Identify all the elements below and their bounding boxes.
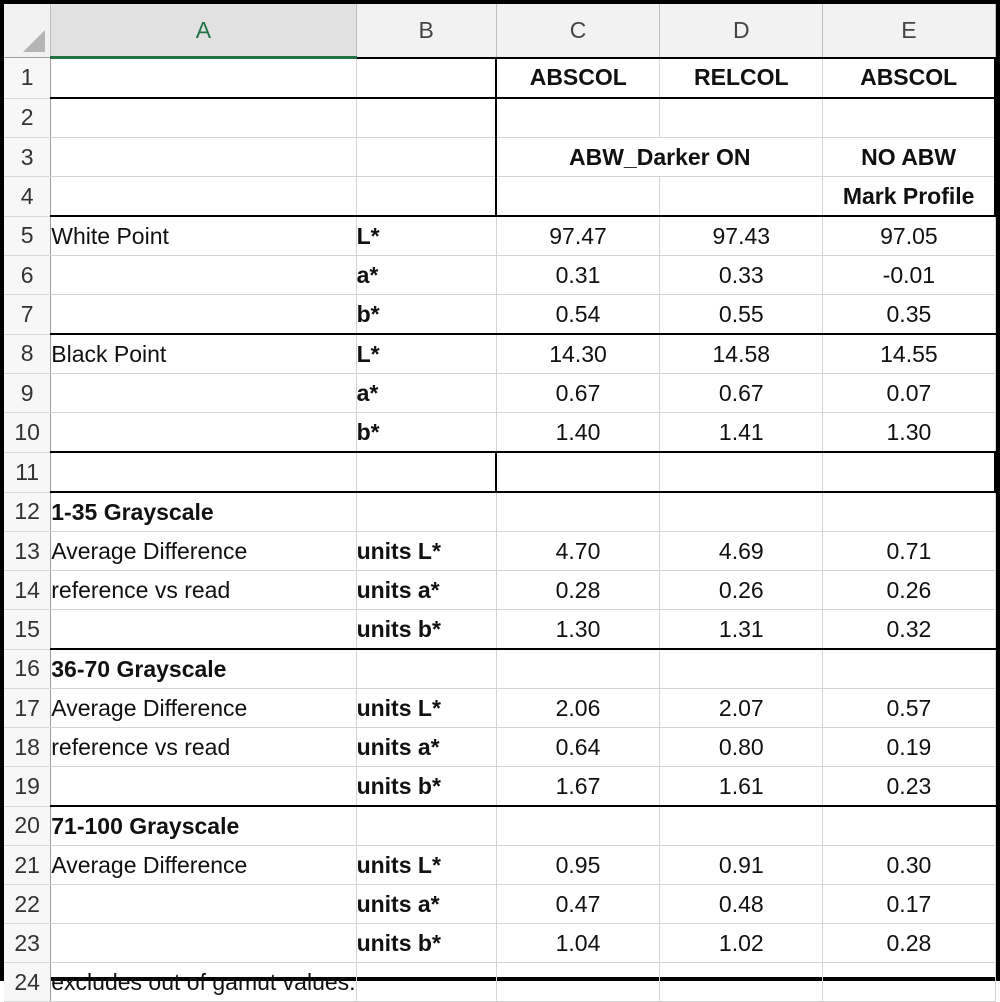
cell-d15[interactable]: 1.31 — [660, 610, 823, 650]
cell-b13[interactable]: units L* — [356, 532, 496, 571]
cell-d9[interactable]: 0.67 — [660, 374, 823, 413]
cell-a24[interactable]: excludes out of gamut values. — [51, 963, 356, 1002]
cell-e4[interactable]: Mark Profile — [823, 177, 995, 217]
cell-b23[interactable]: units b* — [356, 924, 496, 963]
cell-a19[interactable] — [51, 767, 356, 807]
cell-e21[interactable]: 0.30 — [823, 846, 995, 885]
sheet-row — [4, 885, 995, 924]
cell-a5[interactable]: White Point — [51, 216, 356, 256]
cell-a11[interactable] — [51, 452, 356, 492]
row-header[interactable]: 6 — [4, 256, 51, 295]
row-header[interactable]: 12 — [4, 492, 51, 532]
cell-e1[interactable]: ABSCOL — [823, 58, 995, 99]
cell-d6[interactable]: 0.33 — [660, 256, 823, 295]
cell-d14[interactable]: 0.26 — [660, 571, 823, 610]
cell-c13[interactable]: 4.70 — [496, 532, 660, 571]
column-header-b[interactable]: B — [356, 4, 496, 58]
row-header[interactable]: 2 — [4, 98, 51, 138]
cell-c16[interactable] — [496, 649, 660, 689]
cell-c2[interactable] — [496, 98, 660, 138]
cell-e14[interactable]: 0.26 — [823, 571, 995, 610]
sheet-row — [4, 98, 995, 138]
sheet-row — [4, 532, 995, 571]
cell-a18[interactable]: reference vs read — [51, 728, 356, 767]
cell-c10[interactable]: 1.40 — [496, 413, 660, 453]
cell-d24[interactable] — [660, 963, 823, 1002]
cell-c18[interactable]: 0.64 — [496, 728, 660, 767]
cell-e24[interactable] — [823, 963, 995, 1002]
row-header[interactable]: 21 — [4, 846, 51, 885]
cell-b15[interactable]: units b* — [356, 610, 496, 650]
sheet-row — [4, 689, 995, 728]
cell-d1[interactable]: RELCOL — [660, 58, 823, 99]
cell-d12[interactable] — [660, 492, 823, 532]
cell-e15[interactable]: 0.32 — [823, 610, 995, 650]
cell-b16[interactable] — [356, 649, 496, 689]
row-header[interactable]: 13 — [4, 532, 51, 571]
row-header[interactable]: 19 — [4, 767, 51, 807]
cell-b1[interactable] — [356, 58, 496, 99]
column-header-row — [4, 4, 995, 58]
cell-a23[interactable] — [51, 924, 356, 963]
row-header[interactable]: 1 — [4, 58, 51, 99]
sheet-row — [4, 963, 995, 1002]
cell-c3[interactable]: ABW_Darker ON — [496, 138, 823, 177]
row-header[interactable]: 24 — [4, 963, 51, 1002]
cell-a8[interactable]: Black Point — [51, 334, 356, 374]
cell-c19[interactable]: 1.67 — [496, 767, 660, 807]
row-header[interactable]: 10 — [4, 413, 51, 453]
cell-e11[interactable] — [823, 452, 995, 492]
row-header[interactable]: 20 — [4, 806, 51, 846]
column-header-a[interactable]: A — [51, 4, 356, 58]
cell-e7[interactable]: 0.35 — [823, 295, 995, 335]
cell-e20[interactable] — [823, 806, 995, 846]
cell-d19[interactable]: 1.61 — [660, 767, 823, 807]
cell-a22[interactable] — [51, 885, 356, 924]
sheet-row — [4, 413, 995, 453]
cell-e23[interactable]: 0.28 — [823, 924, 995, 963]
cell-d10[interactable]: 1.41 — [660, 413, 823, 453]
cell-d13[interactable]: 4.69 — [660, 532, 823, 571]
cell-a9[interactable] — [51, 374, 356, 413]
cell-e6[interactable]: -0.01 — [823, 256, 995, 295]
cell-e13[interactable]: 0.71 — [823, 532, 995, 571]
spreadsheet-grid — [4, 4, 996, 1002]
cell-e22[interactable]: 0.17 — [823, 885, 995, 924]
row-header[interactable]: 4 — [4, 177, 51, 217]
row-header[interactable]: 17 — [4, 689, 51, 728]
cell-c21[interactable]: 0.95 — [496, 846, 660, 885]
cell-b24[interactable] — [356, 963, 496, 1002]
sheet-row — [4, 256, 995, 295]
cell-c20[interactable] — [496, 806, 660, 846]
sheet-row — [4, 452, 995, 492]
cell-e17[interactable]: 0.57 — [823, 689, 995, 728]
sheet-row — [4, 177, 995, 217]
cell-c24[interactable] — [496, 963, 660, 1002]
cell-b4[interactable] — [356, 177, 496, 217]
cell-b3[interactable] — [356, 138, 496, 177]
cell-e12[interactable] — [823, 492, 995, 532]
cell-c23[interactable]: 1.04 — [496, 924, 660, 963]
row-header[interactable]: 11 — [4, 452, 51, 492]
cell-b11[interactable] — [356, 452, 496, 492]
cell-b5[interactable]: L* — [356, 216, 496, 256]
cell-b19[interactable]: units b* — [356, 767, 496, 807]
cell-b7[interactable]: b* — [356, 295, 496, 335]
cell-c1[interactable]: ABSCOL — [496, 58, 660, 99]
cell-b22[interactable]: units a* — [356, 885, 496, 924]
sheet-row — [4, 492, 995, 532]
row-header[interactable]: 23 — [4, 924, 51, 963]
sheet-row — [4, 571, 995, 610]
cell-a21[interactable]: Average Difference — [51, 846, 356, 885]
cell-a14[interactable]: reference vs read — [51, 571, 356, 610]
sheet-row — [4, 58, 995, 99]
cell-a2[interactable] — [51, 98, 356, 138]
cell-c11[interactable] — [496, 452, 660, 492]
sheet-row — [4, 806, 995, 846]
cell-a12[interactable]: 1-35 Grayscale — [51, 492, 356, 532]
sheet-row — [4, 924, 995, 963]
cell-a6[interactable] — [51, 256, 356, 295]
sheet-row — [4, 728, 995, 767]
cell-c14[interactable]: 0.28 — [496, 571, 660, 610]
cell-e2[interactable] — [823, 98, 995, 138]
cell-a17[interactable]: Average Difference — [51, 689, 356, 728]
cell-e8[interactable]: 14.55 — [823, 334, 995, 374]
cell-b21[interactable]: units L* — [356, 846, 496, 885]
cell-d5[interactable]: 97.43 — [660, 216, 823, 256]
cell-e18[interactable]: 0.19 — [823, 728, 995, 767]
cell-b2[interactable] — [356, 98, 496, 138]
cell-d11[interactable] — [660, 452, 823, 492]
column-header-c[interactable]: C — [496, 4, 660, 58]
sheet-row — [4, 138, 995, 177]
cell-a13[interactable]: Average Difference — [51, 532, 356, 571]
sheet-row — [4, 610, 995, 650]
row-header[interactable]: 16 — [4, 649, 51, 689]
cell-d20[interactable] — [660, 806, 823, 846]
select-all-corner[interactable] — [4, 4, 51, 58]
sheet-row — [4, 767, 995, 807]
select-all-triangle-icon — [23, 30, 45, 52]
cell-b14[interactable]: units a* — [356, 571, 496, 610]
sheet-row — [4, 216, 995, 256]
cell-c8[interactable]: 14.30 — [496, 334, 660, 374]
cell-c7[interactable]: 0.54 — [496, 295, 660, 335]
cell-b9[interactable]: a* — [356, 374, 496, 413]
cell-c4[interactable] — [496, 177, 660, 217]
cell-d2[interactable] — [660, 98, 823, 138]
cell-c15[interactable]: 1.30 — [496, 610, 660, 650]
column-header-d[interactable]: D — [660, 4, 823, 58]
cell-a3[interactable] — [51, 138, 356, 177]
cell-d7[interactable]: 0.55 — [660, 295, 823, 335]
cell-c5[interactable]: 97.47 — [496, 216, 660, 256]
cell-b17[interactable]: units L* — [356, 689, 496, 728]
cell-a15[interactable] — [51, 610, 356, 650]
cell-e16[interactable] — [823, 649, 995, 689]
row-header[interactable]: 15 — [4, 610, 51, 650]
cell-d8[interactable]: 14.58 — [660, 334, 823, 374]
cell-b6[interactable]: a* — [356, 256, 496, 295]
column-header-e[interactable]: E — [823, 4, 995, 58]
cell-c17[interactable]: 2.06 — [496, 689, 660, 728]
cell-c6[interactable]: 0.31 — [496, 256, 660, 295]
row-header[interactable]: 18 — [4, 728, 51, 767]
row-header[interactable]: 7 — [4, 295, 51, 335]
cell-b10[interactable]: b* — [356, 413, 496, 453]
cell-b20[interactable] — [356, 806, 496, 846]
cell-a4[interactable] — [51, 177, 356, 217]
row-header[interactable]: 22 — [4, 885, 51, 924]
cell-e9[interactable]: 0.07 — [823, 374, 995, 413]
cell-a10[interactable] — [51, 413, 356, 453]
cell-b12[interactable] — [356, 492, 496, 532]
row-header[interactable]: 3 — [4, 138, 51, 177]
cell-d22[interactable]: 0.48 — [660, 885, 823, 924]
cell-b18[interactable]: units a* — [356, 728, 496, 767]
sheet-row — [4, 374, 995, 413]
cell-e5[interactable]: 97.05 — [823, 216, 995, 256]
row-header[interactable]: 9 — [4, 374, 51, 413]
cell-e10[interactable]: 1.30 — [823, 413, 995, 453]
cell-a20[interactable]: 71-100 Grayscale — [51, 806, 356, 846]
cell-d18[interactable]: 0.80 — [660, 728, 823, 767]
cell-c12[interactable] — [496, 492, 660, 532]
sheet-row — [4, 846, 995, 885]
cell-b8[interactable]: L* — [356, 334, 496, 374]
row-header[interactable]: 14 — [4, 571, 51, 610]
row-header[interactable]: 5 — [4, 216, 51, 256]
cell-d21[interactable]: 0.91 — [660, 846, 823, 885]
cell-d4[interactable] — [660, 177, 823, 217]
cell-a16[interactable]: 36-70 Grayscale — [51, 649, 356, 689]
row-header[interactable]: 8 — [4, 334, 51, 374]
cell-d17[interactable]: 2.07 — [660, 689, 823, 728]
cell-a1[interactable] — [51, 58, 356, 99]
cell-c9[interactable]: 0.67 — [496, 374, 660, 413]
cell-c22[interactable]: 0.47 — [496, 885, 660, 924]
cell-e19[interactable]: 0.23 — [823, 767, 995, 807]
cell-d16[interactable] — [660, 649, 823, 689]
cell-a7[interactable] — [51, 295, 356, 335]
sheet-row — [4, 295, 995, 335]
sheet-row — [4, 334, 995, 374]
sheet-row — [4, 649, 995, 689]
cell-e3[interactable]: NO ABW — [823, 138, 995, 177]
cell-d23[interactable]: 1.02 — [660, 924, 823, 963]
